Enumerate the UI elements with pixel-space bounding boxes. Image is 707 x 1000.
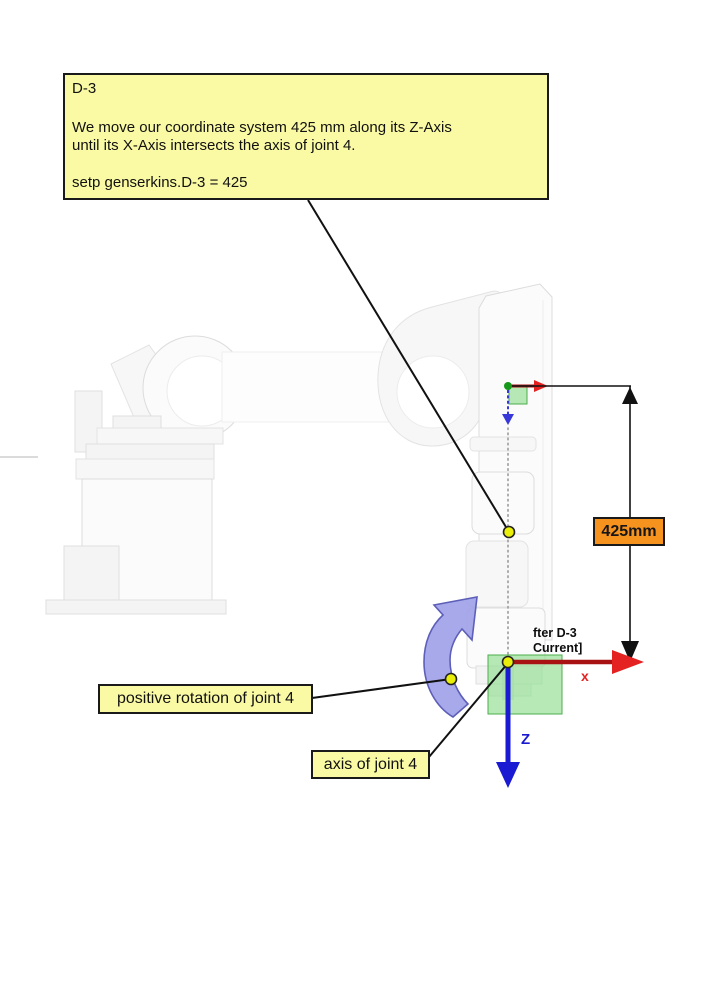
base-flange — [46, 600, 226, 614]
elbow-joint-inner — [397, 356, 469, 428]
frame-caption — [533, 626, 582, 656]
base-step-2 — [97, 428, 223, 444]
callout-body — [72, 119, 548, 155]
x-axis-label: x — [581, 668, 589, 684]
label-positive-rotation: positive rotation of joint 4 — [98, 684, 313, 714]
callout-code: setp genserkins.D-3 = 425 — [72, 174, 248, 191]
dimension-label: 425mm — [593, 517, 665, 546]
top-frame-origin-dot — [504, 382, 512, 390]
callout-body-line2: until its X-Axis intersects the axis of joint 4. — [72, 137, 356, 154]
z-axis-label: Z — [521, 731, 531, 748]
frame-caption-line1: fter D-3 — [533, 626, 577, 640]
base-side-slab — [64, 546, 119, 600]
forearm-band — [470, 437, 536, 451]
base-collar — [76, 459, 214, 479]
bottom-frame-marker — [488, 650, 644, 788]
callout-d3 — [63, 73, 549, 200]
marker-dot-midpoint — [504, 527, 515, 538]
label-axis-of-joint4: axis of joint 4 — [311, 750, 430, 779]
base-step-3 — [86, 444, 214, 459]
z-axis-arrowhead — [496, 762, 520, 788]
dimension-arrowhead-up — [622, 387, 638, 404]
frame-caption-line2: Current] — [533, 641, 583, 655]
marker-dot-joint4-origin — [503, 657, 514, 668]
forearm-panel-upper — [472, 472, 534, 534]
base-step-1 — [113, 416, 161, 428]
marker-dot-rotation — [446, 674, 457, 685]
callout-body-line1: We move our coordinate system 425 mm along its Z-Axis — [72, 119, 452, 136]
callout-title: D-3 — [72, 80, 97, 97]
top-frame-green-square — [509, 387, 527, 404]
